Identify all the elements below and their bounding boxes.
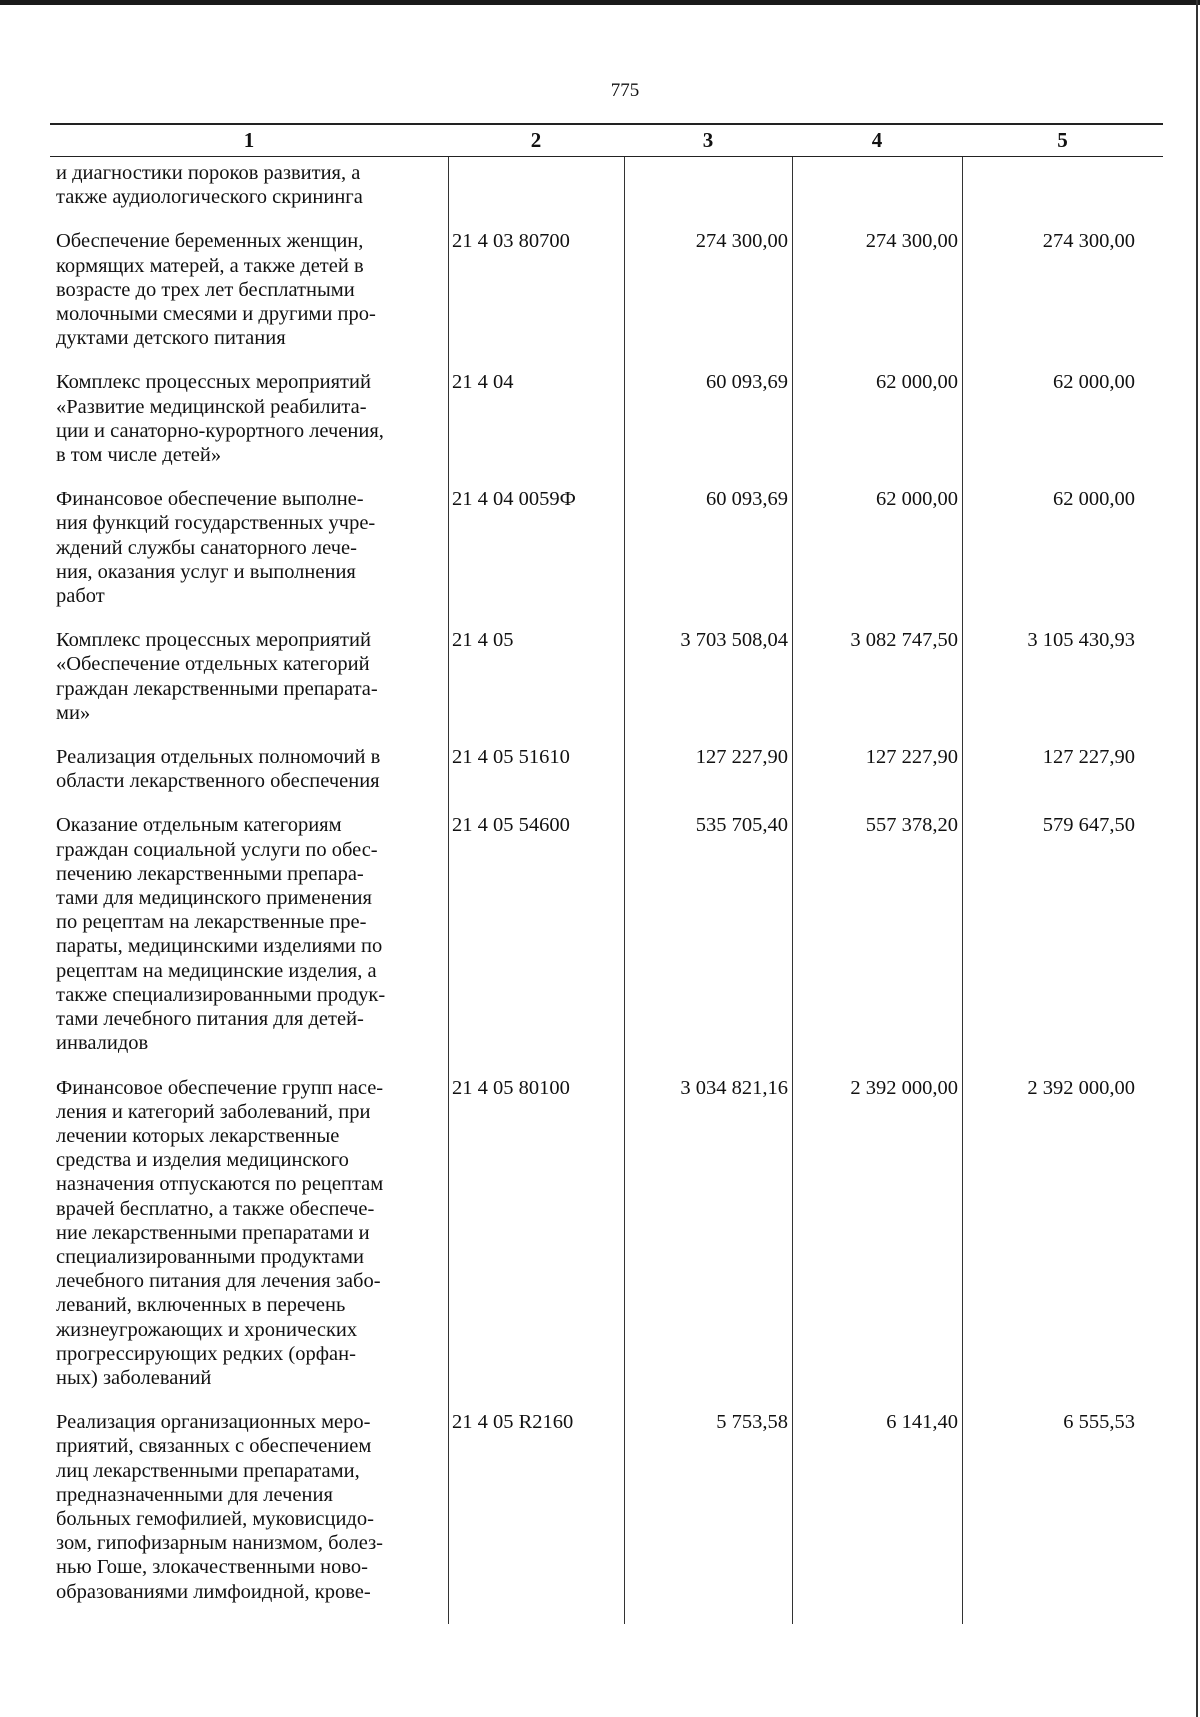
row-value-col5: 274 300,00 [1042, 230, 1135, 253]
header-col-4: 4 [871, 128, 883, 152]
row-code: 21 4 05 51610 [452, 746, 570, 769]
row-value-col4: 127 227,90 [865, 746, 958, 769]
row-value-col4: 6 141,40 [886, 1411, 958, 1434]
row-value-col3: 274 300,00 [695, 230, 788, 253]
column-divider [624, 157, 625, 1624]
row-value-col4: 62 000,00 [876, 371, 958, 394]
row-description: Комплекс процессных мероприятий «Развитие медицинской реабилита- ции и санаторно-курортного лечения, в том числе детей» [56, 371, 384, 467]
header-col-3: 3 [702, 128, 714, 152]
row-value-col4: 62 000,00 [876, 488, 958, 511]
row-code: 21 4 05 [452, 629, 514, 652]
row-value-col4: 557 378,20 [865, 814, 958, 837]
header-col-2: 2 [530, 128, 542, 152]
row-value-col5: 6 555,53 [1063, 1411, 1135, 1434]
table-header-row [50, 123, 1163, 157]
table-row [50, 157, 1163, 229]
row-value-col5 [962, 161, 1163, 209]
row-value-col3: 3 703 508,04 [680, 629, 788, 652]
row-value-col3: 127 227,90 [695, 746, 788, 769]
row-description: Реализация организационных меро- приятий, связанных с обеспечением лиц лекарственными препаратами, предназначенными для лечения больных гемофилией, муковисцидо- зом, гипофизарным нанизмом, болез- нью Гоше, злокачественными ново- образованиями лимфоидной, крове- [56, 1411, 383, 1603]
column-divider [962, 157, 963, 1624]
row-code: 21 4 04 [452, 371, 514, 394]
page-number: 775 [610, 80, 640, 101]
row-value-col5: 62 000,00 [1053, 371, 1135, 394]
row-value-col5: 2 392 000,00 [1027, 1076, 1135, 1099]
row-value-col3: 60 093,69 [706, 488, 788, 511]
table-row [50, 813, 1163, 1075]
table-row [50, 370, 1163, 487]
row-value-col3: 5 753,58 [716, 1411, 788, 1434]
table-row [50, 628, 1163, 745]
row-value-col5: 62 000,00 [1053, 488, 1135, 511]
row-code: 21 4 03 80700 [452, 230, 570, 253]
row-code: 21 4 04 0059Ф [452, 488, 576, 511]
table-row [50, 487, 1163, 628]
row-value-col3: 3 034 821,16 [680, 1076, 788, 1099]
row-value-col5: 3 105 430,93 [1027, 629, 1135, 652]
row-description: Реализация отдельных полномочий в области лекарственного обеспечения [56, 746, 381, 793]
table-body [50, 157, 1163, 1624]
row-value-col4: 2 392 000,00 [850, 1076, 958, 1099]
row-description: Обеспечение беременных женщин, кормящих матерей, а также детей в возрасте до трех лет бесплатными молочными смесями и другими про- дуктами детского питания [56, 230, 376, 350]
row-value-col4 [792, 161, 962, 209]
table-row [50, 229, 1163, 370]
row-value-col5: 127 227,90 [1042, 746, 1135, 769]
row-value-col3 [624, 161, 792, 209]
row-value-col3: 60 093,69 [706, 371, 788, 394]
row-code: 21 4 05 80100 [452, 1076, 570, 1099]
column-divider [792, 157, 793, 1624]
scan-edge-right [1196, 0, 1198, 1717]
table-row [50, 745, 1163, 813]
row-value-col3: 535 705,40 [695, 814, 788, 837]
row-code [448, 161, 624, 209]
budget-table [50, 123, 1163, 1624]
row-description: Финансовое обеспечение выполне- ния функций государственных учре- ждений службы санаторного лече- ния, оказания услуг и выполнения работ [56, 488, 376, 608]
row-code: 21 4 05 R2160 [452, 1411, 574, 1434]
header-col-1: 1 [243, 128, 255, 152]
column-divider [448, 157, 449, 1624]
header-col-5: 5 [1057, 128, 1068, 152]
row-description: Оказание отдельным категориям граждан социальной услуги по обес- печению лекарственными препара- тами для медицинского применения по рецептам на лекарственные пре- параты, медицинскими изделиями по рецептам на медицинские изделия, а также специализированными продук- тами лечебного питания для детей- инвалидов [56, 814, 386, 1055]
table-row [50, 1410, 1163, 1624]
row-description: Финансовое обеспечение групп насе- ления и категорий заболеваний, при лечении которых лекарственные средства и изделия медицинского назначения отпускаются по рецептам врачей бесплатно, а также обеспече- ние лекарственными препаратами и специализированными продуктами лечебного питания для лечения забо- леваний, включенных в перечень жизнеугрожающих и хронических прогрессирующих редких (орфан- ных) заболеваний [56, 1076, 384, 1389]
scan-edge-top [0, 0, 1200, 5]
row-code: 21 4 05 54600 [452, 814, 570, 837]
row-value-col4: 3 082 747,50 [850, 629, 958, 652]
row-value-col5: 579 647,50 [1042, 814, 1135, 837]
table-row [50, 1076, 1163, 1411]
row-description: Комплекс процессных мероприятий «Обеспечение отдельных категорий граждан лекарственными препарата- ми» [56, 629, 378, 724]
row-description: и диагностики пороков развития, а также аудиологического скрининга [56, 162, 363, 209]
row-value-col4: 274 300,00 [865, 230, 958, 253]
